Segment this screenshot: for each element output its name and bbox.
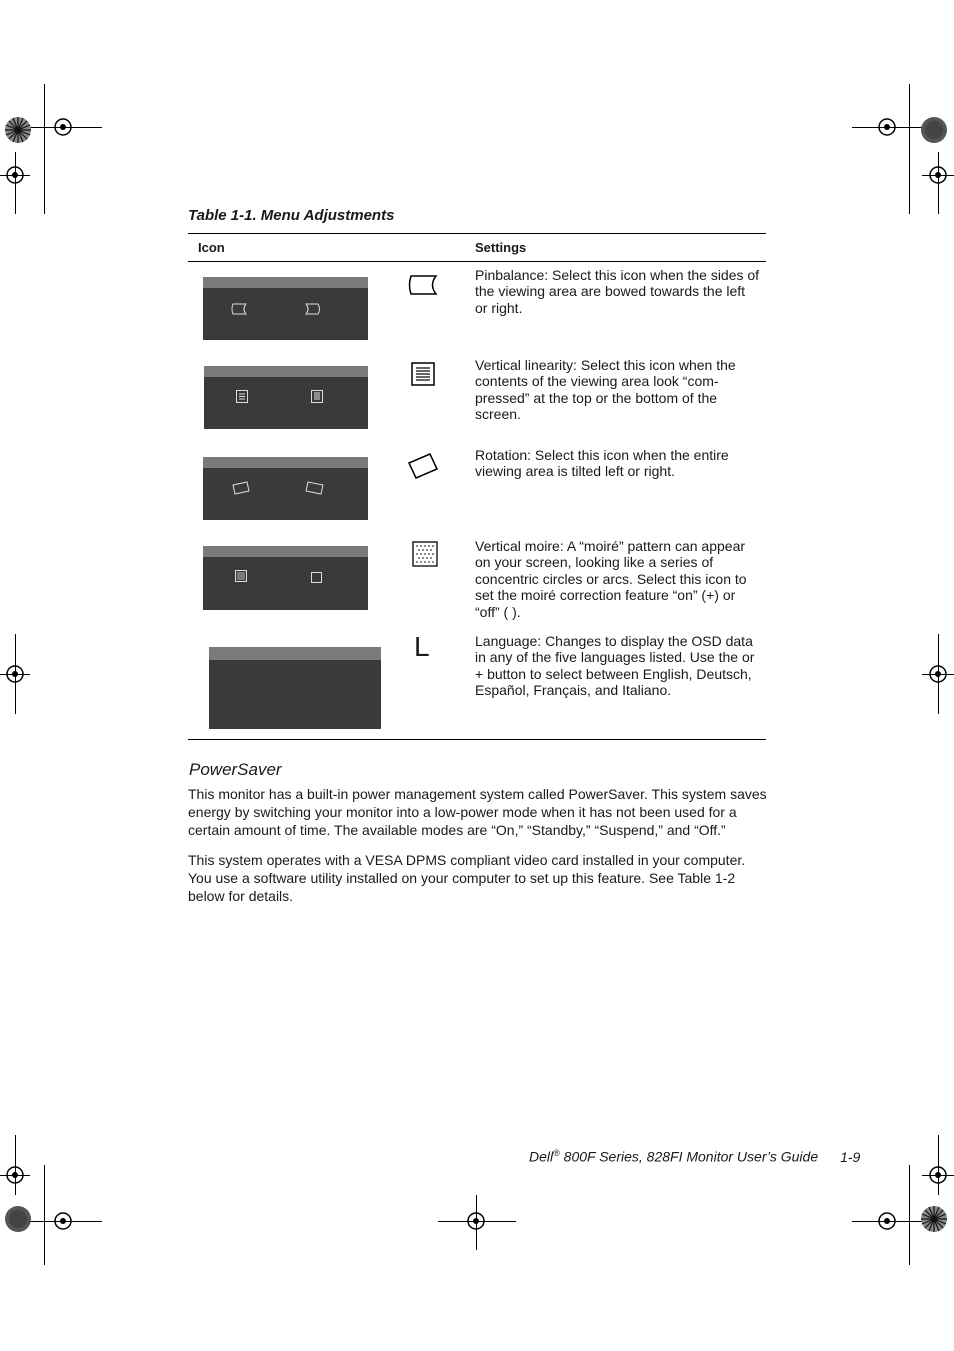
osd-vertical-moire-screenshot (203, 546, 368, 610)
table-top-rule (188, 233, 766, 234)
powersaver-paragraph-2: This system operates with a VESA DPMS compliant video card installed in your computer. You use a software utility installed on your computer to set up this feature. See Table 1-2 below for details. (188, 852, 746, 904)
color-target-icon (4, 1205, 32, 1233)
language-description: Language: Changes to display the OSD data in any of the five languages listed. Use the or + button to select between English, Deutsch, Español, Français, and Italiano. (475, 633, 755, 699)
registration-target-icon (465, 1209, 487, 1233)
registration-target-icon (927, 163, 949, 187)
footer-registered-mark: ® (553, 1148, 560, 1158)
vertical-linearity-description: Vertical linearity: Select this icon when the contents of the viewing area look “com-pressed” at the top or the bottom of the screen. (475, 357, 736, 423)
pinbalance-icon (407, 274, 439, 296)
vertical-moire-icon (412, 541, 438, 567)
powersaver-paragraph-1: This monitor has a built-in power management system called PowerSaver. This system saves energy by switching your monitor into a low-power mode when it has not been used for a certain amount of time. The available modes are “On,” “Standby,” “Suspend,” and “Off.” (188, 786, 767, 838)
pinbalance-left-icon (230, 303, 248, 315)
osd-rotation-screenshot (203, 457, 368, 520)
linearity-compress-icon (236, 390, 248, 403)
page-footer (529, 1148, 860, 1165)
vertical-moire-description: Vertical moire: A “moiré” pattern can appear on your screen, looking like a series of concentric circles or arcs. Select this icon to set the moiré correction feature “on” (+) or “off” ( ). (475, 538, 747, 620)
moire-off-icon (311, 572, 323, 584)
column-header-settings: Settings (475, 240, 527, 255)
rotation-right-icon (305, 481, 325, 495)
moire-on-icon (235, 570, 247, 582)
footer-brand: Dell (529, 1148, 554, 1165)
language-icon: L (414, 631, 430, 662)
star-target-icon (4, 116, 32, 144)
registration-target-icon (4, 163, 26, 187)
rotation-icon (407, 452, 439, 480)
pinbalance-description: Pinbalance: Select this icon when the sides of the viewing area are bowed towards the left or right. (475, 267, 760, 316)
registration-target-icon (876, 115, 898, 139)
registration-target-icon (52, 1209, 74, 1233)
section-title: PowerSaver (189, 760, 282, 779)
column-header-icon: Icon (198, 240, 225, 255)
osd-vertical-linearity-screenshot (204, 366, 368, 429)
footer-title: 800F Series, 828FI Monitor User’s Guide (559, 1148, 819, 1165)
registration-target-icon (52, 115, 74, 139)
page-number: 1-9 (840, 1148, 861, 1165)
rotation-description: Rotation: Select this icon when the entire viewing area is tilted left or right. (475, 447, 729, 480)
star-target-icon (920, 1205, 948, 1233)
linearity-expand-icon (311, 390, 323, 403)
table-title: Table 1-1. Menu Adjustments (188, 207, 395, 224)
osd-pinbalance-screenshot (203, 277, 368, 340)
rotation-left-icon (231, 481, 251, 495)
registration-target-icon (927, 662, 949, 686)
pinbalance-right-icon (304, 303, 322, 315)
vertical-linearity-icon (411, 362, 435, 386)
color-target-icon (920, 116, 948, 144)
registration-target-icon (4, 662, 26, 686)
registration-target-icon (927, 1163, 949, 1187)
table-header-rule (188, 261, 766, 262)
registration-target-icon (4, 1163, 26, 1187)
table-bottom-rule (188, 739, 766, 740)
registration-target-icon (876, 1209, 898, 1233)
osd-language-screenshot (209, 647, 381, 729)
